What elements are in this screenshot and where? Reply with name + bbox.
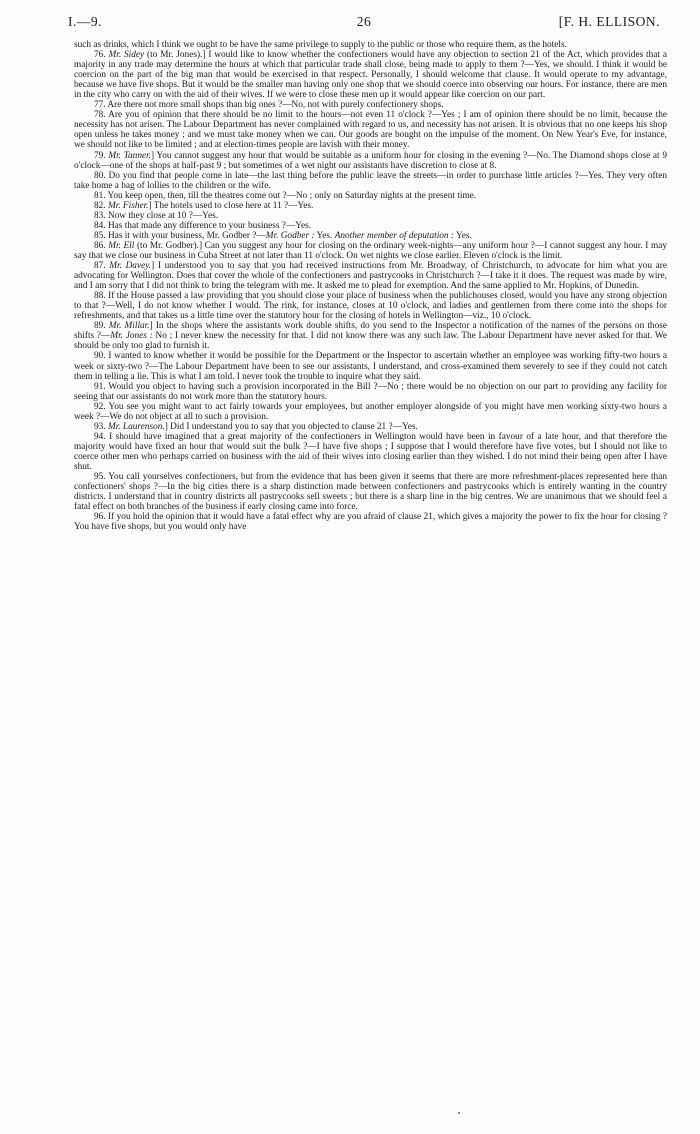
page-header xyxy=(68,14,660,34)
speaker-name: Mr. Sidey xyxy=(108,50,145,61)
question-80: 80. Do you find that people come in late—the last thing before the public leave the streets—in order to purchase little articles ?—Yes. They very often take home a bag of lollies to the children or the wife. xyxy=(74,170,667,191)
question-91: 91. Would you object to having such a provision incorporated in the Bill ?—No ; there would be no objection on our part to providing any facility for seeing that our assistants do not work more than the statutory hours. xyxy=(74,381,667,402)
speaker-name: Mr. Tanner. xyxy=(108,150,152,161)
question-79: 79. Mr. Tanner.] You cannot suggest any hour that would be suitable as a uniform hour for closing in the evening ?—No. The Diamond shops close at 9 o'clock—one of the shops at half-past 9 ; but sometimes of a wet night our assistants have discretion to close at 8. xyxy=(74,150,668,171)
speaker-name: Mr. Fisher. xyxy=(107,200,149,211)
speaker-name: Another member of deputation : xyxy=(334,230,454,241)
question-92: 92. You see you might want to act fairly towards your employees, but another employer alongside of you might have men working sixty-two hours a week ?—We do not object at all to such a provision. xyxy=(74,401,667,422)
question-85: 85. Has it with your business, Mr. Godber ?—Mr. Godber : Yes. Another member of deputation : Yes. xyxy=(94,230,472,241)
paper-reference: I.—9. xyxy=(68,14,102,29)
speaker-name: Mr. Davey. xyxy=(109,261,152,272)
question-94: 94. I should have imagined that a great majority of the confectioners in Wellington would have been in favour of a late hour, and that therefore the majority would have fixed an hour that would suit the bulk ?—I have five shops ; I suppose that I would therefore have five votes, but I should not like to coerce other men who perhaps carried on business with the aid of their wives into closing earlier than they wished. I do not mind their being open after I have shut. xyxy=(74,431,667,472)
question-84: 84. Has that made any difference to your business ?—Yes. xyxy=(94,220,312,231)
question-89: 89. Mr. Millar.] In the shops where the assistants work double shifts, do you send to the Inspector a notification of the names of the persons on those shifts ?—Mr. Jones : No ; I never knew the necessity for that. I did not know there was any such law. The Labour Department have never asked for that. We should be only too glad to furnish it. xyxy=(74,321,667,352)
print-mark xyxy=(458,1112,460,1114)
page-number: 26 xyxy=(356,14,372,29)
speaker-name: Mr. Laurenson. xyxy=(107,421,165,432)
speaker-name: Mr. Millar. xyxy=(108,321,150,332)
speaker-name: Mr. Jones : xyxy=(110,331,153,342)
question-88: 88. If the House passed a law providing that you should close your place of business when the publichouses closed, would you have any strong objection to that ?—Well, I do not know whether I would. The rink, for instance, closes at 10 o'clock, and ladies and gentlemen from there come into the shops for refreshments, and that takes us a little time over the statutory hour for the closing of hotels in Wellington—viz., 10 o'clock. xyxy=(74,291,667,322)
question-90: 90. I wanted to know whether it would be possible for the Department or the Inspector to ascertain whether an employee was working fifty-two hours a week or sixty-two ?—The Labour Department have been to see our assistants, I understand, and cross-examined them severely to see if they could not catch them in telling a lie. This is what I am told. I never took the trouble to inquire what they said. xyxy=(74,351,667,382)
document-body xyxy=(74,40,667,532)
question-96: 96. If you hold the opinion that it would have a fatal effect why are you afraid of clause 21, which gives a majority the power to fix the hour for closing ? You have five shops, but you would only have xyxy=(74,512,667,533)
paragraph-continued: such as drinks, which I think we ought to be have the same privilege to supply to the public or those who require them, as the hotels. xyxy=(74,40,567,50)
question-78: 78. Are you of opinion that there should be no limit to the hours—not even 11 o'clock ?—Yes ; I am of opinion there should be no limit, because the necessity has not arisen. The Labour Department has never complained with regard to us, and necessity has not arisen. It is obvious that no one keeps his shop open unless he takes money ; and we must take money when we can. Our goods are bought on the impulse of the moment. On New Year's Eve, for instance, we should not like to be limited ; and at election-times people are lavish with their money. xyxy=(74,110,667,151)
question-82: 82. Mr. Fisher.] The hotels used to close here at 11 ?—Yes. xyxy=(94,200,314,211)
speaker-name: Mr. Godber : xyxy=(265,230,315,241)
question-86: 86. Mr. Ell (to Mr. Godber).] Can you suggest any hour for closing on the ordinary week-nights—any uniform hour ?—I cannot suggest any hour. I may say that we close our business in Cuba Street at not later than 11 o'clock. On wet nights we close earlier. Eleven o'clock is the limit. xyxy=(74,240,667,261)
witness-name: [F. H. ELLISON. xyxy=(558,14,660,29)
question-76: 76. Mr. Sidey (to Mr. Jones).] I would like to know whether the confectioners would have any objection to section 21 of the Act, which provides that a majority in any trade may determine the hours at which that particular trade shall close, being made to apply to them ?—Yes, we should. I think it would be coercion on the part of the big man that would be exercised in that respect. Personally, I should welcome that clause. It would operate to my advantage, because we have five shops. But it would be the smaller man having only one shop that we should coerce into observing our hours. For instance, there are men in the city who carry on with the aid of their wives. If we were to close these men up it would appear like coercion on our part. xyxy=(74,50,667,101)
question-87: 87. Mr. Davey.] I understood you to say that you had received instructions from Mr. Broadway, of Christchurch, to advocate for him what you are advocating for Wellington. Does that cover the whole of the confectioners and pastrycooks in Christchurch ?—I take it it does. The request was made by wire, and I am sorry that I did not think to bring the telegram with me. It asked me to plead for exemption. And the same applied to Mr. Hopkins, of Dunedin. xyxy=(74,261,667,292)
question-93: 93. Mr. Laurenson.] Did I understand you to say that you objected to clause 21 ?—Yes. xyxy=(94,421,418,432)
question-83: 83. Now they close at 10 ?—Yes. xyxy=(94,210,219,221)
question-77: 77. Are there not more small shops than big ones ?—No, not with purely confectionery shops. xyxy=(94,100,444,111)
question-95: 95. You call yourselves confectioners, but from the evidence that has been given it seems that there are more refreshment-places represented here than confectioners' shops ?—In the big cities there is a sharp distinction made between confectioners and pastrycooks which is entirely wanting in the country districts. I understand that in country districts all pastrycooks sell sweets ; but there is a sharp line in the big centres. We are unanimous that we should feel a fatal effect on both branches of the business if early closing came into force. xyxy=(74,472,667,513)
speaker-name: Mr. Ell xyxy=(108,240,135,251)
question-81: 81. You keep open, then, till the theatres come out ?—No ; only on Saturday nights at the present time. xyxy=(94,190,477,201)
